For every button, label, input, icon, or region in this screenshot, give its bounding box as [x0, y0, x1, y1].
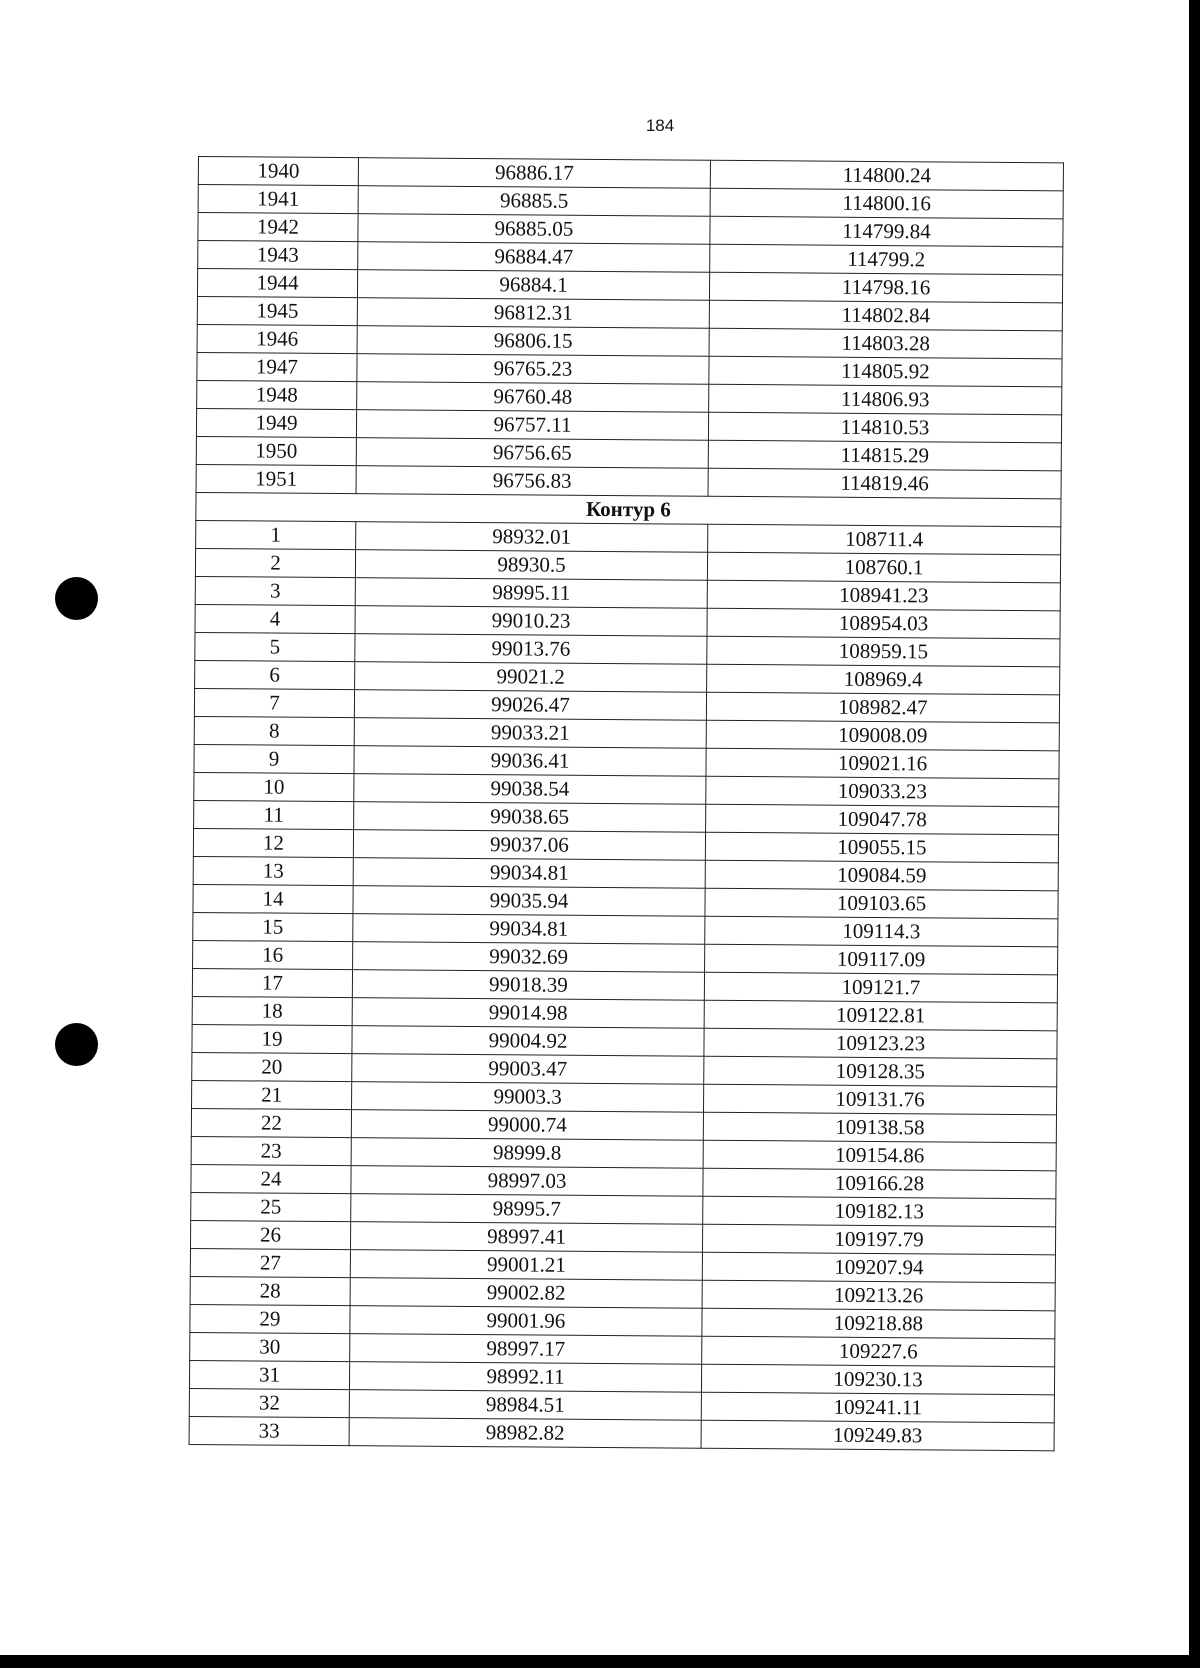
y-coordinate-cell: 114800.24	[710, 160, 1063, 191]
point-number-cell: 8	[194, 716, 354, 745]
y-coordinate-cell: 114819.46	[708, 468, 1061, 499]
point-number-cell: 19	[192, 1024, 352, 1053]
y-coordinate-cell: 109154.86	[703, 1140, 1056, 1171]
y-coordinate-cell: 109047.78	[706, 804, 1059, 835]
y-coordinate-cell: 109114.3	[705, 916, 1058, 947]
punch-hole-bottom	[55, 1023, 98, 1066]
point-number-cell: 1951	[196, 464, 356, 493]
point-number-cell: 31	[189, 1360, 349, 1389]
y-coordinate-cell: 109021.16	[706, 748, 1059, 779]
y-coordinate-cell: 109103.65	[705, 888, 1058, 919]
x-coordinate-cell: 99004.92	[352, 1026, 704, 1057]
x-coordinate-cell: 99001.96	[350, 1306, 702, 1337]
table-row	[189, 1416, 1054, 1450]
y-coordinate-cell: 108969.4	[707, 664, 1060, 695]
point-number-cell: 30	[190, 1332, 350, 1361]
point-number-cell: 14	[193, 884, 353, 913]
point-number-cell: 1948	[197, 380, 357, 409]
point-number-cell: 22	[191, 1108, 351, 1137]
x-coordinate-cell: 99037.06	[353, 830, 705, 861]
x-coordinate-cell: 96765.23	[357, 354, 709, 385]
y-coordinate-cell: 109138.58	[703, 1112, 1056, 1143]
x-coordinate-cell: 98982.82	[349, 1418, 701, 1449]
point-number-cell: 1945	[197, 296, 357, 325]
y-coordinate-cell: 109227.6	[702, 1336, 1055, 1367]
y-coordinate-cell: 114798.16	[709, 272, 1062, 303]
point-number-cell: 9	[194, 744, 354, 773]
point-number-cell: 28	[190, 1276, 350, 1305]
x-coordinate-cell: 96885.5	[358, 186, 710, 217]
point-number-cell: 1944	[197, 269, 357, 298]
point-number-cell: 2	[195, 548, 355, 577]
x-coordinate-cell: 99003.3	[352, 1082, 704, 1113]
x-coordinate-cell: 99010.23	[355, 606, 707, 637]
point-number-cell: 1	[196, 520, 356, 549]
point-number-cell: 10	[194, 772, 354, 801]
point-number-cell: 7	[194, 688, 354, 717]
y-coordinate-cell: 109117.09	[705, 944, 1058, 975]
x-coordinate-cell: 99034.81	[353, 914, 705, 945]
x-coordinate-cell: 98930.5	[355, 550, 707, 581]
x-coordinate-cell: 96812.31	[357, 298, 709, 329]
y-coordinate-cell: 108711.4	[708, 524, 1061, 555]
x-coordinate-cell: 96757.11	[356, 410, 708, 441]
point-number-cell: 1947	[197, 352, 357, 381]
x-coordinate-cell: 99000.74	[351, 1110, 703, 1141]
x-coordinate-cell: 96884.1	[357, 270, 709, 301]
x-coordinate-cell: 99014.98	[352, 998, 704, 1029]
coordinates-table-wrapper	[189, 156, 1063, 1451]
y-coordinate-cell: 108982.47	[706, 692, 1059, 723]
section-title: Контур 6	[196, 492, 1061, 526]
point-number-cell: 20	[192, 1052, 352, 1081]
y-coordinate-cell: 109121.7	[704, 972, 1057, 1003]
y-coordinate-cell: 109230.13	[701, 1364, 1054, 1395]
x-coordinate-cell: 96756.83	[356, 466, 708, 497]
y-coordinate-cell: 114815.29	[708, 440, 1061, 471]
point-number-cell: 24	[191, 1164, 351, 1193]
x-coordinate-cell: 99021.2	[355, 662, 707, 693]
y-coordinate-cell: 114799.2	[710, 244, 1063, 275]
y-coordinate-cell: 114799.84	[710, 216, 1063, 247]
y-coordinate-cell: 108959.15	[707, 636, 1060, 667]
y-coordinate-cell: 109128.35	[704, 1056, 1057, 1087]
y-coordinate-cell: 109197.79	[702, 1224, 1055, 1255]
x-coordinate-cell: 99018.39	[352, 970, 704, 1001]
x-coordinate-cell: 96885.05	[358, 214, 710, 245]
point-number-cell: 3	[195, 576, 355, 605]
y-coordinate-cell: 108954.03	[707, 608, 1060, 639]
point-number-cell: 23	[191, 1136, 351, 1165]
point-number-cell: 16	[193, 940, 353, 969]
y-coordinate-cell: 109033.23	[706, 776, 1059, 807]
y-coordinate-cell: 114802.84	[709, 300, 1062, 331]
x-coordinate-cell: 96886.17	[358, 158, 710, 189]
point-number-cell: 1943	[198, 241, 358, 270]
y-coordinate-cell: 109241.11	[701, 1392, 1054, 1423]
point-number-cell: 27	[190, 1248, 350, 1277]
x-coordinate-cell: 99036.41	[354, 746, 706, 777]
x-coordinate-cell: 98997.17	[350, 1334, 702, 1365]
x-coordinate-cell: 98992.11	[349, 1362, 701, 1393]
y-coordinate-cell: 109123.23	[704, 1028, 1057, 1059]
y-coordinate-cell: 109207.94	[702, 1252, 1055, 1283]
y-coordinate-cell: 108760.1	[707, 552, 1060, 583]
y-coordinate-cell: 109008.09	[706, 720, 1059, 751]
y-coordinate-cell: 114805.92	[709, 356, 1062, 387]
coordinates-table	[189, 156, 1064, 1451]
x-coordinate-cell: 99026.47	[354, 690, 706, 721]
x-coordinate-cell: 98997.03	[351, 1166, 703, 1197]
point-number-cell: 1941	[198, 185, 358, 214]
point-number-cell: 12	[193, 828, 353, 857]
point-number-cell: 17	[192, 968, 352, 997]
point-number-cell: 4	[195, 604, 355, 633]
x-coordinate-cell: 99033.21	[354, 718, 706, 749]
point-number-cell: 11	[194, 800, 354, 829]
point-number-cell: 29	[190, 1304, 350, 1333]
y-coordinate-cell: 109249.83	[701, 1420, 1054, 1451]
y-coordinate-cell: 109182.13	[703, 1196, 1056, 1227]
point-number-cell: 1950	[196, 436, 356, 465]
x-coordinate-cell: 99003.47	[352, 1054, 704, 1085]
x-coordinate-cell: 98984.51	[349, 1390, 701, 1421]
point-number-cell: 5	[195, 632, 355, 661]
y-coordinate-cell: 109166.28	[703, 1168, 1056, 1199]
x-coordinate-cell: 99034.81	[353, 858, 705, 889]
x-coordinate-cell: 96760.48	[357, 382, 709, 413]
punch-hole-top	[55, 577, 98, 620]
x-coordinate-cell: 98999.8	[351, 1138, 703, 1169]
x-coordinate-cell: 98932.01	[356, 522, 708, 553]
table-body-before-section	[196, 157, 1063, 499]
point-number-cell: 1946	[197, 324, 357, 353]
y-coordinate-cell: 114803.28	[709, 328, 1062, 359]
point-number-cell: 18	[192, 996, 352, 1025]
point-number-cell: 1949	[196, 408, 356, 437]
x-coordinate-cell: 96756.65	[356, 438, 708, 469]
point-number-cell: 21	[192, 1080, 352, 1109]
point-number-cell: 32	[189, 1388, 349, 1417]
y-coordinate-cell: 109218.88	[702, 1308, 1055, 1339]
x-coordinate-cell: 96806.15	[357, 326, 709, 357]
point-number-cell: 1942	[198, 213, 358, 242]
x-coordinate-cell: 98995.7	[351, 1194, 703, 1225]
x-coordinate-cell: 99001.21	[350, 1250, 702, 1281]
point-number-cell: 25	[191, 1192, 351, 1221]
x-coordinate-cell: 96884.47	[358, 242, 710, 273]
y-coordinate-cell: 109055.15	[705, 832, 1058, 863]
point-number-cell: 15	[193, 912, 353, 941]
y-coordinate-cell: 114800.16	[710, 188, 1063, 219]
y-coordinate-cell: 114810.53	[708, 412, 1061, 443]
y-coordinate-cell: 109213.26	[702, 1280, 1055, 1311]
page-number: 184	[645, 116, 675, 135]
point-number-cell: 1940	[198, 157, 358, 186]
table-body-after-section	[189, 520, 1061, 1450]
x-coordinate-cell: 99038.65	[354, 802, 706, 833]
y-coordinate-cell: 108941.23	[707, 580, 1060, 611]
point-number-cell: 13	[193, 856, 353, 885]
y-coordinate-cell: 109122.81	[704, 1000, 1057, 1031]
point-number-cell: 6	[195, 660, 355, 689]
y-coordinate-cell: 109131.76	[704, 1084, 1057, 1115]
y-coordinate-cell: 109084.59	[705, 860, 1058, 891]
x-coordinate-cell: 99038.54	[354, 774, 706, 805]
point-number-cell: 33	[189, 1416, 349, 1445]
x-coordinate-cell: 98995.11	[355, 578, 707, 609]
x-coordinate-cell: 99035.94	[353, 886, 705, 917]
y-coordinate-cell: 114806.93	[709, 384, 1062, 415]
x-coordinate-cell: 99032.69	[353, 942, 705, 973]
x-coordinate-cell: 98997.41	[350, 1222, 702, 1253]
point-number-cell: 26	[190, 1220, 350, 1249]
x-coordinate-cell: 99002.82	[350, 1278, 702, 1309]
x-coordinate-cell: 99013.76	[355, 634, 707, 665]
